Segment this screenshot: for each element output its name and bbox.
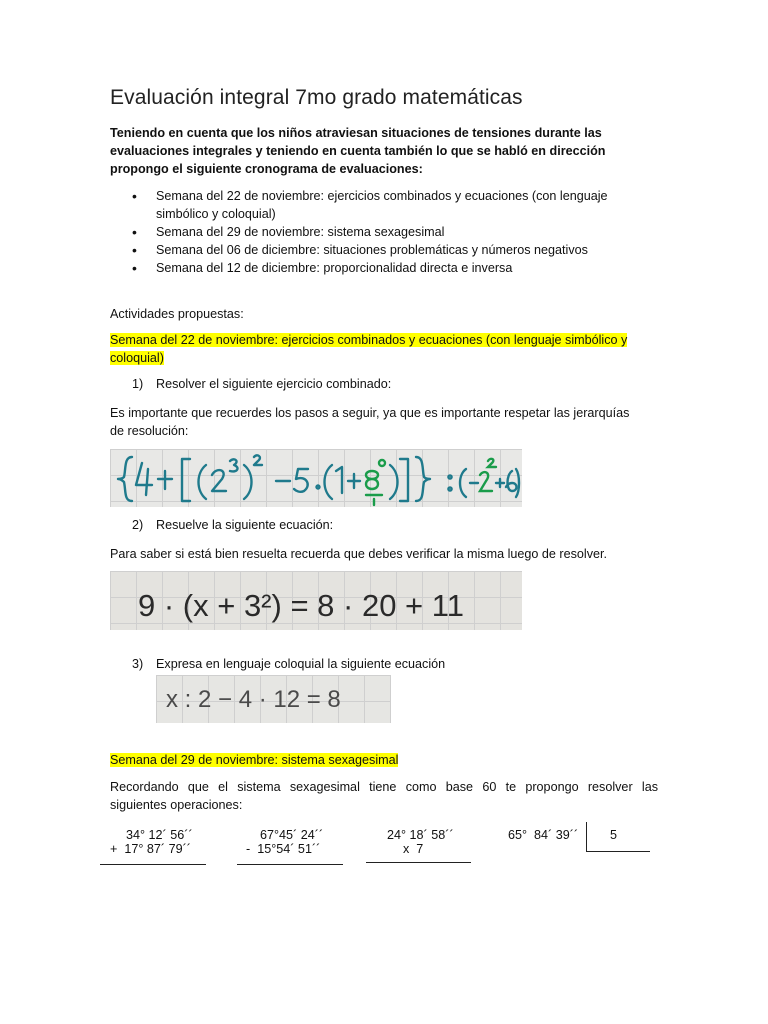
multiplication-result-line: [366, 862, 471, 863]
bullet-icon: •: [132, 224, 137, 240]
list-item: • Semana del 06 de diciembre: situaciones problemáticas y números negativos: [132, 242, 588, 258]
equation-graphic: [110, 571, 522, 630]
division-divisor: 5: [610, 828, 618, 842]
item1: 1) Resolver el siguiente ejercicio combinado:: [132, 377, 392, 391]
schedule-list: [110, 187, 658, 277]
operation-division: 65° 84´ 39´´: [508, 828, 579, 842]
activities-heading: Actividades propuestas:: [110, 307, 244, 321]
svg-text:x : 2 − 4 · 12 = 8: x : 2 − 4 · 12 = 8: [166, 686, 341, 713]
item2-note: Para saber si está bien resuelta recuerda que debes verificar la misma luego de resolver.: [110, 547, 608, 561]
coloquial-equation-image: [156, 675, 391, 723]
operation-multiplication: 24° 18´ 58´´ x 7: [387, 828, 454, 856]
week2-heading: Semana del 29 de noviembre: sistema sexagesimal: [110, 753, 399, 767]
bullet-icon: •: [132, 242, 137, 258]
division-bracket-horizontal: [586, 851, 650, 852]
bullet-icon: •: [132, 188, 137, 204]
bullet-icon: •: [132, 260, 137, 276]
equation-image: [110, 571, 522, 630]
item3: 3) Expresa en lenguaje coloquial la siguiente ecuación: [132, 657, 446, 671]
svg-text:9 · (x + 3²) = 8 · 20 + 11: 9 · (x + 3²) = 8 · 20 + 11: [138, 588, 464, 623]
subtraction-result-line: [237, 864, 343, 865]
combined-exercise-image: [110, 449, 522, 507]
handwritten-expression: [110, 449, 522, 507]
sexagesimal-intro: Recordando que el sistema sexagesimal tiene como base 60 te propongo resolver las siguientes operaciones:: [110, 780, 658, 812]
item1-note: Es importante que recuerdes los pasos a seguir, ya que es importante respetar las jerarquías de resolución:: [110, 406, 630, 438]
intro-paragraph: Teniendo en cuenta que los niños atraviesan situaciones de tensiones durante las evaluaciones integrales y teniendo en cuenta también lo que se habló en dirección propongo el siguiente cronograma de evaluaciones:: [110, 126, 606, 176]
list-item: • Semana del 22 de noviembre: ejercicios combinados y ecuaciones (con lenguaje simbólico y coloquial): [132, 188, 608, 221]
page-title: Evaluación integral 7mo grado matemáticas: [110, 86, 523, 109]
coloquial-equation-graphic: [156, 675, 391, 723]
list-item: • Semana del 12 de diciembre: proporcionalidad directa e inversa: [132, 260, 513, 276]
week1-heading: Semana del 22 de noviembre: ejercicios combinados y ecuaciones (con lenguaje simbólico y coloquial): [110, 333, 628, 365]
item2: 2) Resuelve la siguiente ecuación:: [132, 518, 334, 532]
division-bracket-vertical: [586, 822, 587, 852]
operation-subtraction: 67°45´ 24´´ - 15°54´ 51´´: [246, 828, 324, 856]
operation-addition: 34° 12´ 56´´ + 17° 87´ 79´´: [110, 828, 193, 856]
addition-result-line: [100, 864, 206, 865]
list-item: • Semana del 29 de noviembre: sistema sexagesimal: [132, 224, 445, 240]
